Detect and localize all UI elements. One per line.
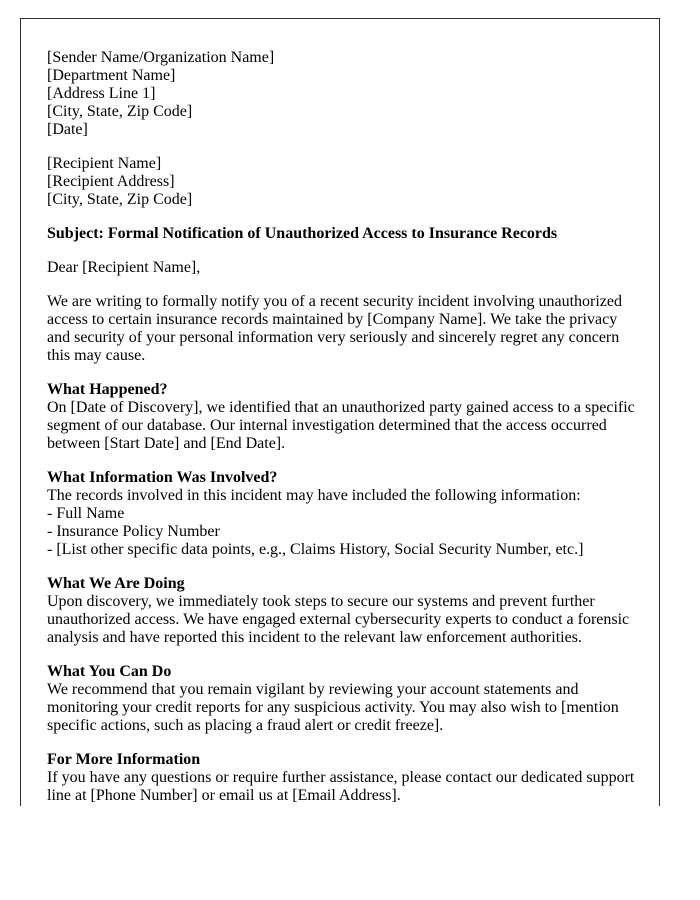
list-item-full-name: - Full Name [47, 505, 125, 522]
sender-address-block [47, 49, 636, 139]
section-heading-what-happened: What Happened? [47, 381, 168, 398]
section-heading-what-information: What Information Was Involved? [47, 469, 278, 486]
section-what-information [47, 469, 636, 559]
section-what-happened [47, 381, 636, 453]
sender-city-line: [City, State, Zip Code] [47, 103, 193, 120]
sender-department-line: [Department Name] [47, 67, 176, 84]
section-heading-what-you-can-do: What You Can Do [47, 663, 172, 680]
salutation: Dear [Recipient Name], [47, 259, 201, 276]
sender-name-line: [Sender Name/Organization Name] [47, 49, 275, 66]
section-what-we-are-doing [47, 575, 636, 647]
list-item-policy-number: - Insurance Policy Number [47, 523, 220, 540]
section-for-more-information [47, 751, 636, 805]
intro-paragraph: We are writing to formally notify you of a recent security incident involving unauthorized access to certain insurance records maintained by [Company Name]. We take the privacy and security of your personal information very seriously and sincerely regret any concern this may cause. [47, 293, 622, 364]
recipient-address-line: [Recipient Address] [47, 173, 175, 190]
section-heading-what-we-are-doing: What We Are Doing [47, 575, 185, 592]
letter-date-line: [Date] [47, 121, 88, 138]
subject-line: Subject: Formal Notification of Unauthorized Access to Insurance Records [47, 225, 558, 242]
sender-address-line: [Address Line 1] [47, 85, 156, 102]
section-body-what-we-are-doing: Upon discovery, we immediately took steps to secure our systems and prevent further unauthorized access. We have engaged external cybersecurity experts to conduct a forensic analysis and have reported this incident to the relevant law enforcement authorities. [47, 593, 630, 646]
recipient-address-block [47, 155, 636, 209]
list-item-other-data: - [List other specific data points, e.g., Claims History, Social Security Number, etc.] [47, 541, 584, 558]
section-body-what-happened: On [Date of Discovery], we identified that an unauthorized party gained access to a specific segment of our database. Our internal investigation determined that the access occurred between [Start Date] and [End Date]. [47, 399, 635, 452]
section-body-what-you-can-do: We recommend that you remain vigilant by reviewing your account statements and monitoring your credit reports for any suspicious activity. You may also wish to [mention specific actions, such as placing a fraud alert or credit freeze]. [47, 681, 619, 734]
recipient-name-line: [Recipient Name] [47, 155, 162, 172]
section-heading-for-more-information: For More Information [47, 751, 201, 768]
section-what-you-can-do [47, 663, 636, 735]
section-body-for-more-information: If you have any questions or require further assistance, please contact our dedicated support line at [Phone Number] or email us at [Email Address]. [47, 769, 635, 804]
letter-container [20, 18, 660, 806]
section-body-what-information: The records involved in this incident may have included the following information: [47, 487, 581, 504]
recipient-city-line: [City, State, Zip Code] [47, 191, 193, 208]
